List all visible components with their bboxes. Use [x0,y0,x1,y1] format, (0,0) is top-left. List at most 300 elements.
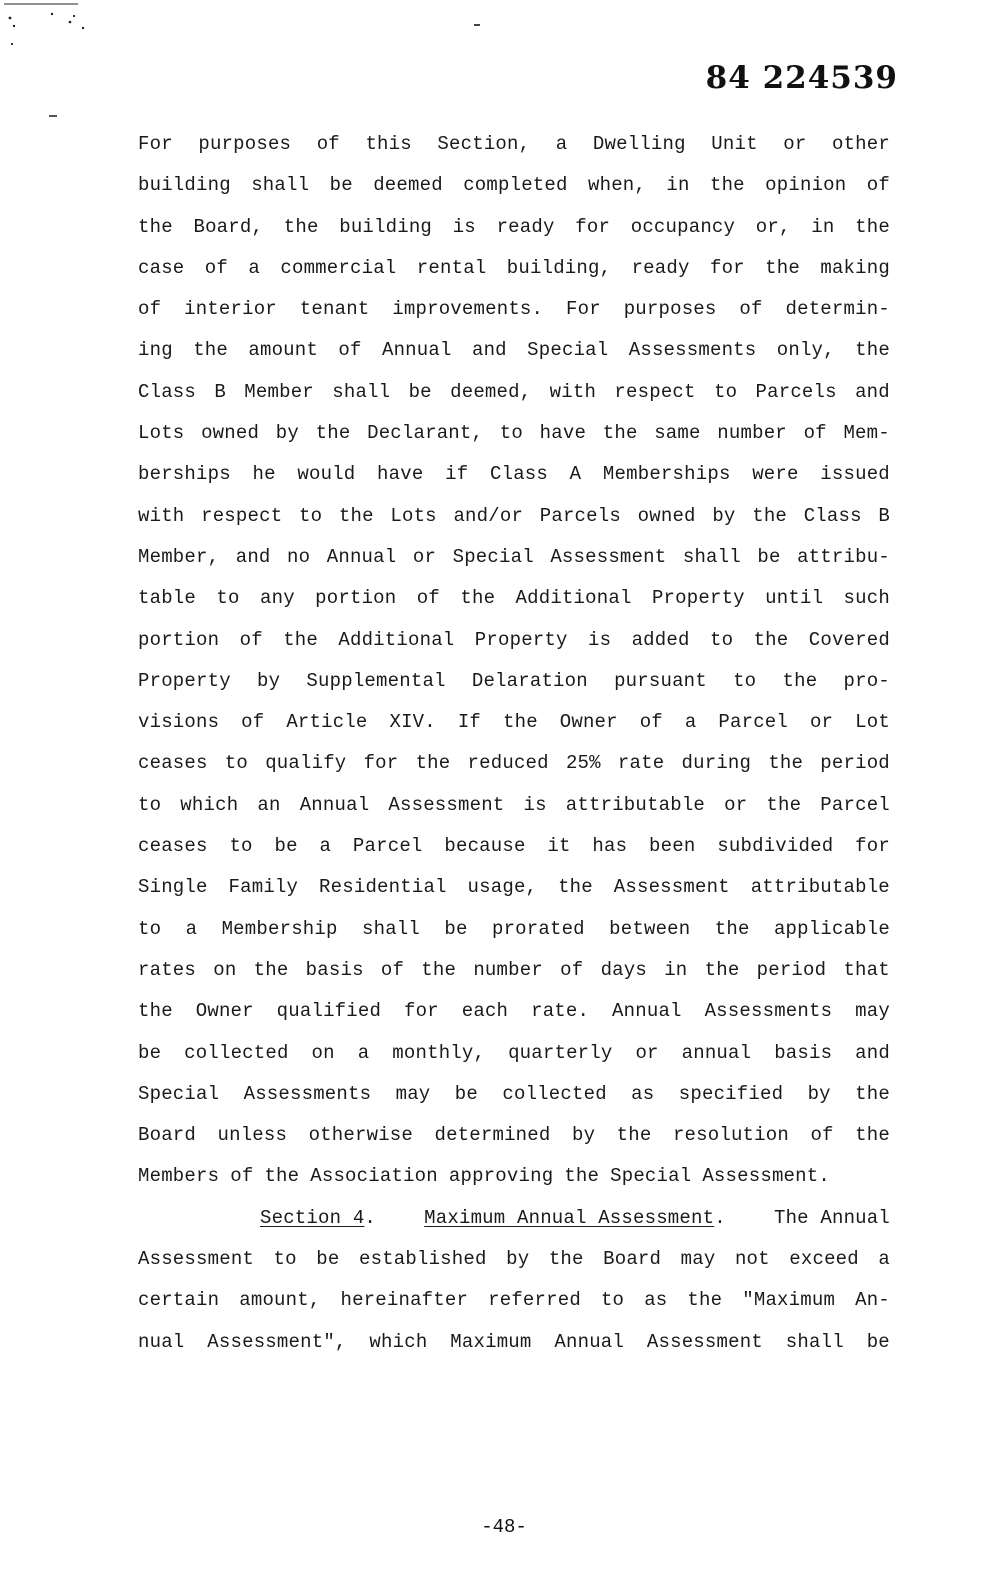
word: a [248,256,260,279]
word: amount, [239,1289,321,1312]
word: same [654,422,701,445]
word: attributable [565,793,706,816]
word: commercial [280,256,397,279]
word: the [765,256,800,279]
word: making [820,256,890,279]
word: in [811,215,835,238]
word: of [380,958,405,981]
word: Single [138,876,208,899]
word: the [460,587,496,610]
word: subdivided [717,835,834,858]
word: is [587,628,612,651]
word: Member [244,380,314,403]
text-line [138,537,890,578]
word: Annual [554,1330,625,1353]
word: Class [489,463,548,486]
word: purposes [623,298,717,321]
word: be [454,1082,478,1105]
word: be [757,545,781,568]
word: a [185,917,198,940]
word: the [138,1000,173,1023]
text-line [138,124,890,165]
word: of [866,174,890,197]
word: visions [138,711,220,734]
word: basis [774,1041,833,1064]
word: ceases [138,835,208,858]
word: and [855,380,890,403]
word: Assessments [628,339,757,362]
word: Parcel [820,793,890,816]
word: with [549,380,597,403]
text-line [138,372,890,413]
word: shall [251,174,310,197]
word: Special [138,1082,220,1105]
word: rate [617,752,665,775]
word: were [752,463,799,486]
word: Dwelling [592,133,686,155]
word: occupancy [630,215,736,238]
word: ready [631,256,690,279]
word: referred [488,1289,581,1312]
word: he [252,463,276,486]
text-line [138,1239,890,1280]
word: building [339,215,433,238]
word: B [878,504,890,527]
word: is [523,793,547,816]
word: to [138,917,162,940]
word: each [461,1000,509,1023]
word: to [138,793,162,816]
word: to [273,1248,297,1271]
word: Assessment [550,545,667,568]
word: otherwise [308,1124,413,1147]
word: determined [434,1124,551,1147]
word: deemed, [450,380,532,403]
word: may [395,1082,431,1105]
word: in [666,174,690,197]
word: have [377,463,424,486]
word: Article [286,711,368,734]
word: the [687,1289,723,1312]
word: Property [138,669,231,692]
word: Assessments [704,1000,833,1023]
word: Assessments [243,1082,372,1105]
word: the [502,711,538,734]
word: Annual [326,545,397,568]
word: and [235,545,271,568]
word: a [357,1041,370,1064]
word: by [712,504,736,527]
word: XIV. [389,711,436,734]
text-line [138,991,890,1032]
text-line [138,702,890,743]
section-text: The Annual [773,1206,890,1229]
word: the [753,628,789,651]
word: Covered [808,628,890,651]
word: of [803,422,827,445]
word: For [566,298,601,321]
word: ing [138,339,173,362]
word: Property [651,587,745,610]
word: amount [248,339,318,362]
word: Assessment [138,1248,255,1271]
word: the [558,876,593,899]
word: Special [452,545,534,568]
word: the [264,1165,300,1188]
word: to [709,628,734,651]
word: to [216,587,240,610]
word: of [138,298,162,321]
word: the [855,1082,890,1105]
word: period [820,752,890,775]
word: an [257,793,281,816]
word: period [756,958,827,981]
word: be [329,174,353,197]
word: B [214,380,226,403]
word: Board [138,1124,197,1147]
word: be [408,380,432,403]
word: A [569,463,582,486]
word: or [635,1041,659,1064]
word: Memberships [602,463,731,486]
word: monthly, [392,1041,486,1064]
word: table [138,587,197,610]
word: respect [201,504,283,527]
text-line [138,785,890,826]
word: tenant [299,298,370,321]
word: Declarant, [367,422,484,445]
word: the [602,422,638,445]
word: it [547,835,571,858]
word: by [506,1248,530,1271]
word: Membership [221,917,338,940]
word: Mem- [843,422,890,445]
text-line [138,207,890,248]
word: portion [315,587,397,610]
word: annual [681,1041,752,1064]
section-label: Section 4 [260,1206,365,1229]
text-line [138,826,890,867]
word: Member, [138,545,220,568]
word: to [224,752,249,775]
word: or [724,793,748,816]
word: exceed [789,1248,859,1271]
word: be [274,835,298,858]
text-line [138,661,890,702]
word: of [241,711,265,734]
word: this [365,133,412,155]
word: by [275,422,299,445]
word: only, [776,339,835,362]
word: and/or [453,504,524,527]
word: building, [506,256,612,279]
word: or [412,545,437,568]
word: no [287,545,311,568]
document-number: 84 224539 [705,60,898,96]
word: of [316,133,340,155]
word: Owner [559,711,618,734]
word: by [257,669,281,692]
word: has [592,835,628,858]
word: 25% [565,752,601,775]
word: days [600,958,647,981]
word: by [807,1082,831,1105]
word: to [229,835,253,858]
word: or, [755,215,791,238]
word: ready [496,215,555,238]
word: the [421,958,457,981]
word: the [616,1124,652,1147]
word: Annual [381,339,452,362]
word: of [204,256,229,279]
word: Parcels [539,504,621,527]
word: number [473,958,543,981]
word: the [315,422,351,445]
word: the [138,215,173,238]
word: of [338,339,362,362]
word: nual [138,1330,185,1353]
word: such [843,587,890,610]
word: in [664,958,688,981]
word: berships [138,463,231,486]
word: hereinafter [340,1289,469,1312]
word: quarterly [508,1041,613,1064]
word: Assessment [388,793,505,816]
word: any [259,587,295,610]
word: attributable [750,876,890,899]
word: to [298,504,323,527]
word: Board, [193,215,264,238]
word: for [404,1000,439,1023]
word: of [810,1124,834,1147]
section-heading-line: Section 4. Maximum Annual Assessment. The Annual [138,1198,890,1239]
word: for [575,215,611,238]
word: the [283,215,319,238]
word: Assessment", [207,1330,347,1353]
word: between [609,917,691,940]
word: Additional [515,587,632,610]
text-line [138,620,890,661]
word: the [768,752,804,775]
word: of [560,958,584,981]
word: because [444,835,526,858]
word: pro- [843,669,890,692]
text-line [138,1115,890,1156]
word: Special [610,1165,692,1188]
word: have [539,422,587,445]
word: to [600,1289,625,1312]
word: the [752,504,788,527]
word: of [416,587,440,610]
word: be [316,1248,340,1271]
word: improvements. [392,298,544,321]
word: by [571,1124,596,1147]
word: collected [502,1082,607,1105]
word: Assessment [646,1330,763,1353]
word: rate. [531,1000,590,1023]
word: building [138,174,231,197]
word: a [319,835,332,858]
text-line [138,413,890,454]
word: shall [785,1330,844,1353]
word: a [555,133,568,155]
word: issued [820,463,890,486]
word: respect [614,380,696,403]
text-line [138,909,890,950]
word: the [855,1124,890,1147]
word: Board [603,1248,662,1271]
word: for [709,256,745,279]
word: of [239,628,263,651]
word: or [809,711,834,734]
text-line [138,289,890,330]
word: the [855,339,890,362]
word: as [631,1082,655,1105]
word: Lots [390,504,437,527]
word: the [709,174,745,197]
word: attribu- [797,545,890,568]
word: rates [138,958,197,981]
word: approving [448,1165,554,1188]
word: when, [587,174,646,197]
margin-mark [49,115,57,117]
word: the [766,793,802,816]
word: not [734,1248,770,1271]
word: and [471,339,507,362]
word: during [681,752,752,775]
word: the [564,1165,600,1188]
word: owned [201,422,260,445]
word: Parcel [718,711,789,734]
word: that [843,958,890,981]
word: pursuant [614,669,707,692]
word: applicable [773,917,890,940]
word: Class [138,380,197,403]
scan-specks-icon [4,0,94,60]
word: Maximum [450,1330,532,1353]
word: for [855,835,890,858]
text-line [138,165,890,206]
word: Assessment [613,876,730,899]
word: case [138,256,185,279]
text-line [138,743,890,784]
word: unless [217,1124,288,1147]
word: the [782,669,818,692]
word: the [283,628,318,651]
word: If [457,711,482,734]
word: Special [527,339,609,362]
word: established [358,1248,487,1271]
text-line [138,950,890,991]
word: the [704,958,740,981]
word: specified [678,1082,784,1105]
word: basis [305,958,364,981]
word: be [866,1330,890,1353]
word: to [713,380,738,403]
word: Supplemental [306,669,446,692]
word: reduced [467,752,549,775]
word: the [193,339,228,362]
word: other [831,133,890,155]
text-line [138,1033,890,1074]
word: Assessment. [702,1165,830,1188]
word: certain [138,1289,220,1312]
text-line [138,578,890,619]
word: as [644,1289,668,1312]
text-line [138,496,890,537]
word: be [138,1041,162,1064]
word: Family [228,876,299,899]
word: Residential [319,876,447,899]
word: Parcels [755,380,837,403]
word: added [631,628,690,651]
word: of [739,298,763,321]
word: which [369,1330,428,1353]
word: if [445,463,469,486]
word: rental [416,256,487,279]
word: Property [474,628,568,651]
text-line [138,454,890,495]
word: owned [637,504,696,527]
word: resolution [672,1124,789,1147]
word: or [783,133,807,155]
word: deemed [373,174,443,197]
word: Annual [299,793,370,816]
word: would [297,463,356,486]
word: the [338,504,374,527]
text-line [138,248,890,289]
text-line [138,867,890,908]
word: the [415,752,451,775]
word: Delaration [471,669,588,692]
word: shall [361,917,420,940]
word: Parcel [352,835,423,858]
word: may [680,1248,716,1271]
word: Section, [437,133,531,155]
word: portion [138,628,220,651]
page-number: -48- [481,1516,527,1538]
word: until [765,587,824,610]
section-title: Maximum Annual Assessment [424,1206,715,1229]
word: number [717,422,787,445]
word: Owner [195,1000,254,1023]
word: Unit [711,133,758,155]
word: which [180,793,239,816]
text-line [138,330,890,371]
word: Association [310,1165,438,1188]
text-line [138,1156,890,1197]
word: usage, [467,876,538,899]
word: Lots [138,422,185,445]
word: ceases [138,752,208,775]
word: of [230,1165,254,1188]
word: a [684,711,697,734]
word: the [253,958,289,981]
word: the [714,917,750,940]
word: qualified [276,1000,382,1023]
word: the [548,1248,584,1271]
word: Members [138,1165,220,1188]
body-text [138,124,890,1363]
word: Annual [612,1000,682,1023]
word: the [855,215,890,238]
word: of [639,711,663,734]
word: An- [855,1289,890,1312]
word: Lot [855,711,890,734]
word: determin- [785,298,890,321]
text-line [138,1322,890,1363]
word: shall [682,545,741,568]
